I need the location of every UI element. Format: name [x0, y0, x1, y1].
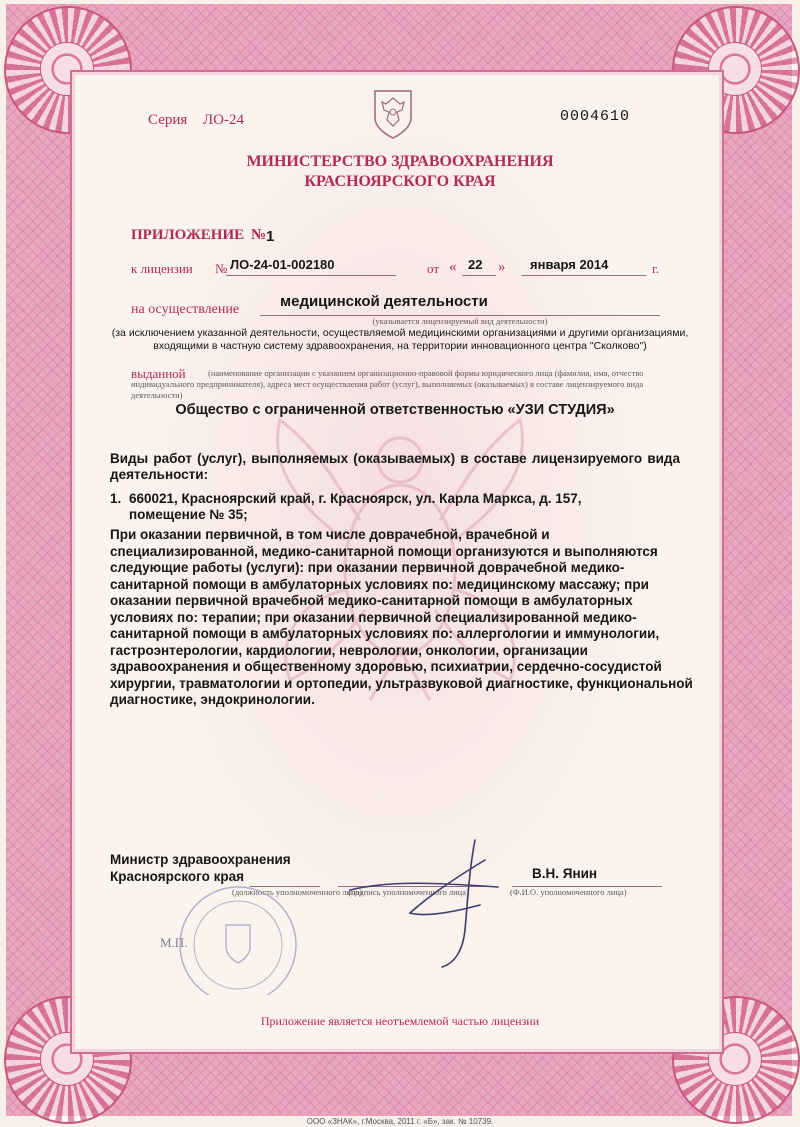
license-field: [226, 257, 396, 276]
works-line: специализированной, медико-санитарной помощи организуются и выполняются: [110, 543, 658, 559]
date-from-label: от: [427, 261, 440, 276]
date-year-suffix: г.: [652, 261, 660, 276]
works-line: здравоохранения и общественному здоровью, психиатрии, сердечно-сосудистой: [110, 659, 662, 674]
license-label: к лицензии: [131, 261, 193, 276]
activity-caption: (указывается лицензируемый вид деятельности): [372, 316, 548, 326]
works-description: [110, 527, 710, 709]
appendix-number: 1: [266, 228, 275, 245]
works-line: санитарной помощи в амбулаторных условиях по: медицинскому массажу; при: [110, 576, 649, 592]
works-line: оказании первичной врачебной медико-санитарной помощи в амбулаторных: [110, 593, 633, 608]
activity-field: [260, 291, 660, 316]
date-quote-close: »: [498, 259, 506, 275]
footer-note: Приложение является неотъемлемой частью лицензии: [260, 1014, 540, 1028]
series-label: Серия: [148, 112, 188, 128]
organization-name: Общество с ограниченной ответственностью «УЗИ СТУДИЯ»: [175, 402, 615, 418]
name-underline: [512, 866, 662, 887]
printer-imprint: ООО «ЗНАК», г.Москва, 2011 г. «Б», зак. № 10739.: [306, 1117, 494, 1126]
license-number: 0004610: [560, 108, 631, 125]
works-line: условиях по: терапии; при оказании первичной специализированной медико-: [110, 609, 637, 625]
date-month-year: января 2014: [530, 257, 609, 272]
signature-caption: (подпись уполномоченного лица): [348, 887, 469, 897]
date-quote-open: «: [449, 259, 457, 275]
handwritten-signature-icon: [330, 835, 520, 970]
date-day: 22: [468, 257, 483, 272]
activity-value: медицинской деятельности: [280, 293, 488, 310]
series-value: ЛО-24: [203, 112, 245, 128]
date-month-field: [522, 257, 646, 276]
license-value: ЛО-24-01-002180: [230, 257, 335, 272]
exclusion-note: (за исключением указанной деятельности, осуществляемой медицинскими организациями и другими организациями, входящими в частную систему здравоохранения, на территории инновационного центра "Сколково"): [111, 327, 689, 352]
works-line: гастроэнтерологии, кардиологии, неврологии, онкологии, организации: [110, 642, 588, 658]
address-line2: помещение № 35;: [129, 507, 248, 522]
position-underline: [250, 866, 320, 887]
position-line2: Красноярского края: [110, 869, 245, 884]
date-day-field: [462, 257, 496, 276]
ministry-title-line2: КРАСНОЯРСКОГО КРАЯ: [304, 173, 496, 190]
works-intro: Виды работ (услуг), выполняемых (оказываемых) в составе лицензируемого вида деятельности:: [110, 451, 680, 482]
works-line: хирургии, травматологии и ортопедии, ультразвуковой диагностике, функциональной: [110, 675, 693, 691]
works-line: санитарной помощи в амбулаторных условиях по: аллергологии и иммунологии,: [110, 626, 660, 641]
signatory-name: В.Н. Янин: [532, 866, 598, 881]
address: [129, 491, 699, 523]
address-item-number: 1.: [110, 491, 122, 506]
appendix-label: ПРИЛОЖЕНИЕ: [131, 227, 245, 243]
name-caption: (Ф.И.О. уполномоченного лица): [510, 887, 627, 897]
stamp-label: М.П.: [160, 935, 188, 950]
works-line: следующие работы (услуги): при оказании первичной доврачебной медико-: [110, 560, 625, 575]
ministry-title: [140, 152, 660, 192]
position-line1: Министр здравоохранения: [110, 852, 291, 867]
appendix-no-sign: №: [251, 227, 267, 243]
works-line: диагностике, эндокринологии.: [110, 692, 315, 707]
issued-caption: (наименование организации с указанием организационно-правовой формы юридического лица (фамилия, имя, отчество индивидуального предпринимателя), адреса мест осуществления работ (услуг), выполняемых (оказываемых) в составе лицензируемого вида деятельности): [131, 368, 644, 400]
ministry-title-line1: МИНИСТЕРСТВО ЗДРАВООХРАНЕНИЯ: [246, 153, 554, 170]
coat-of-arms-icon: [372, 88, 414, 140]
address-line1: 660021, Красноярский край, г. Красноярск, ул. Карла Маркса, д. 157,: [129, 491, 582, 506]
license-no-sign: №: [215, 261, 228, 276]
works-line: При оказании первичной, в том числе доврачебной, врачебной и: [110, 527, 550, 542]
issued-label: выданной: [131, 366, 186, 381]
position-caption: (должность уполномоченного лица): [232, 887, 363, 897]
activity-label: на осуществление: [131, 302, 240, 317]
